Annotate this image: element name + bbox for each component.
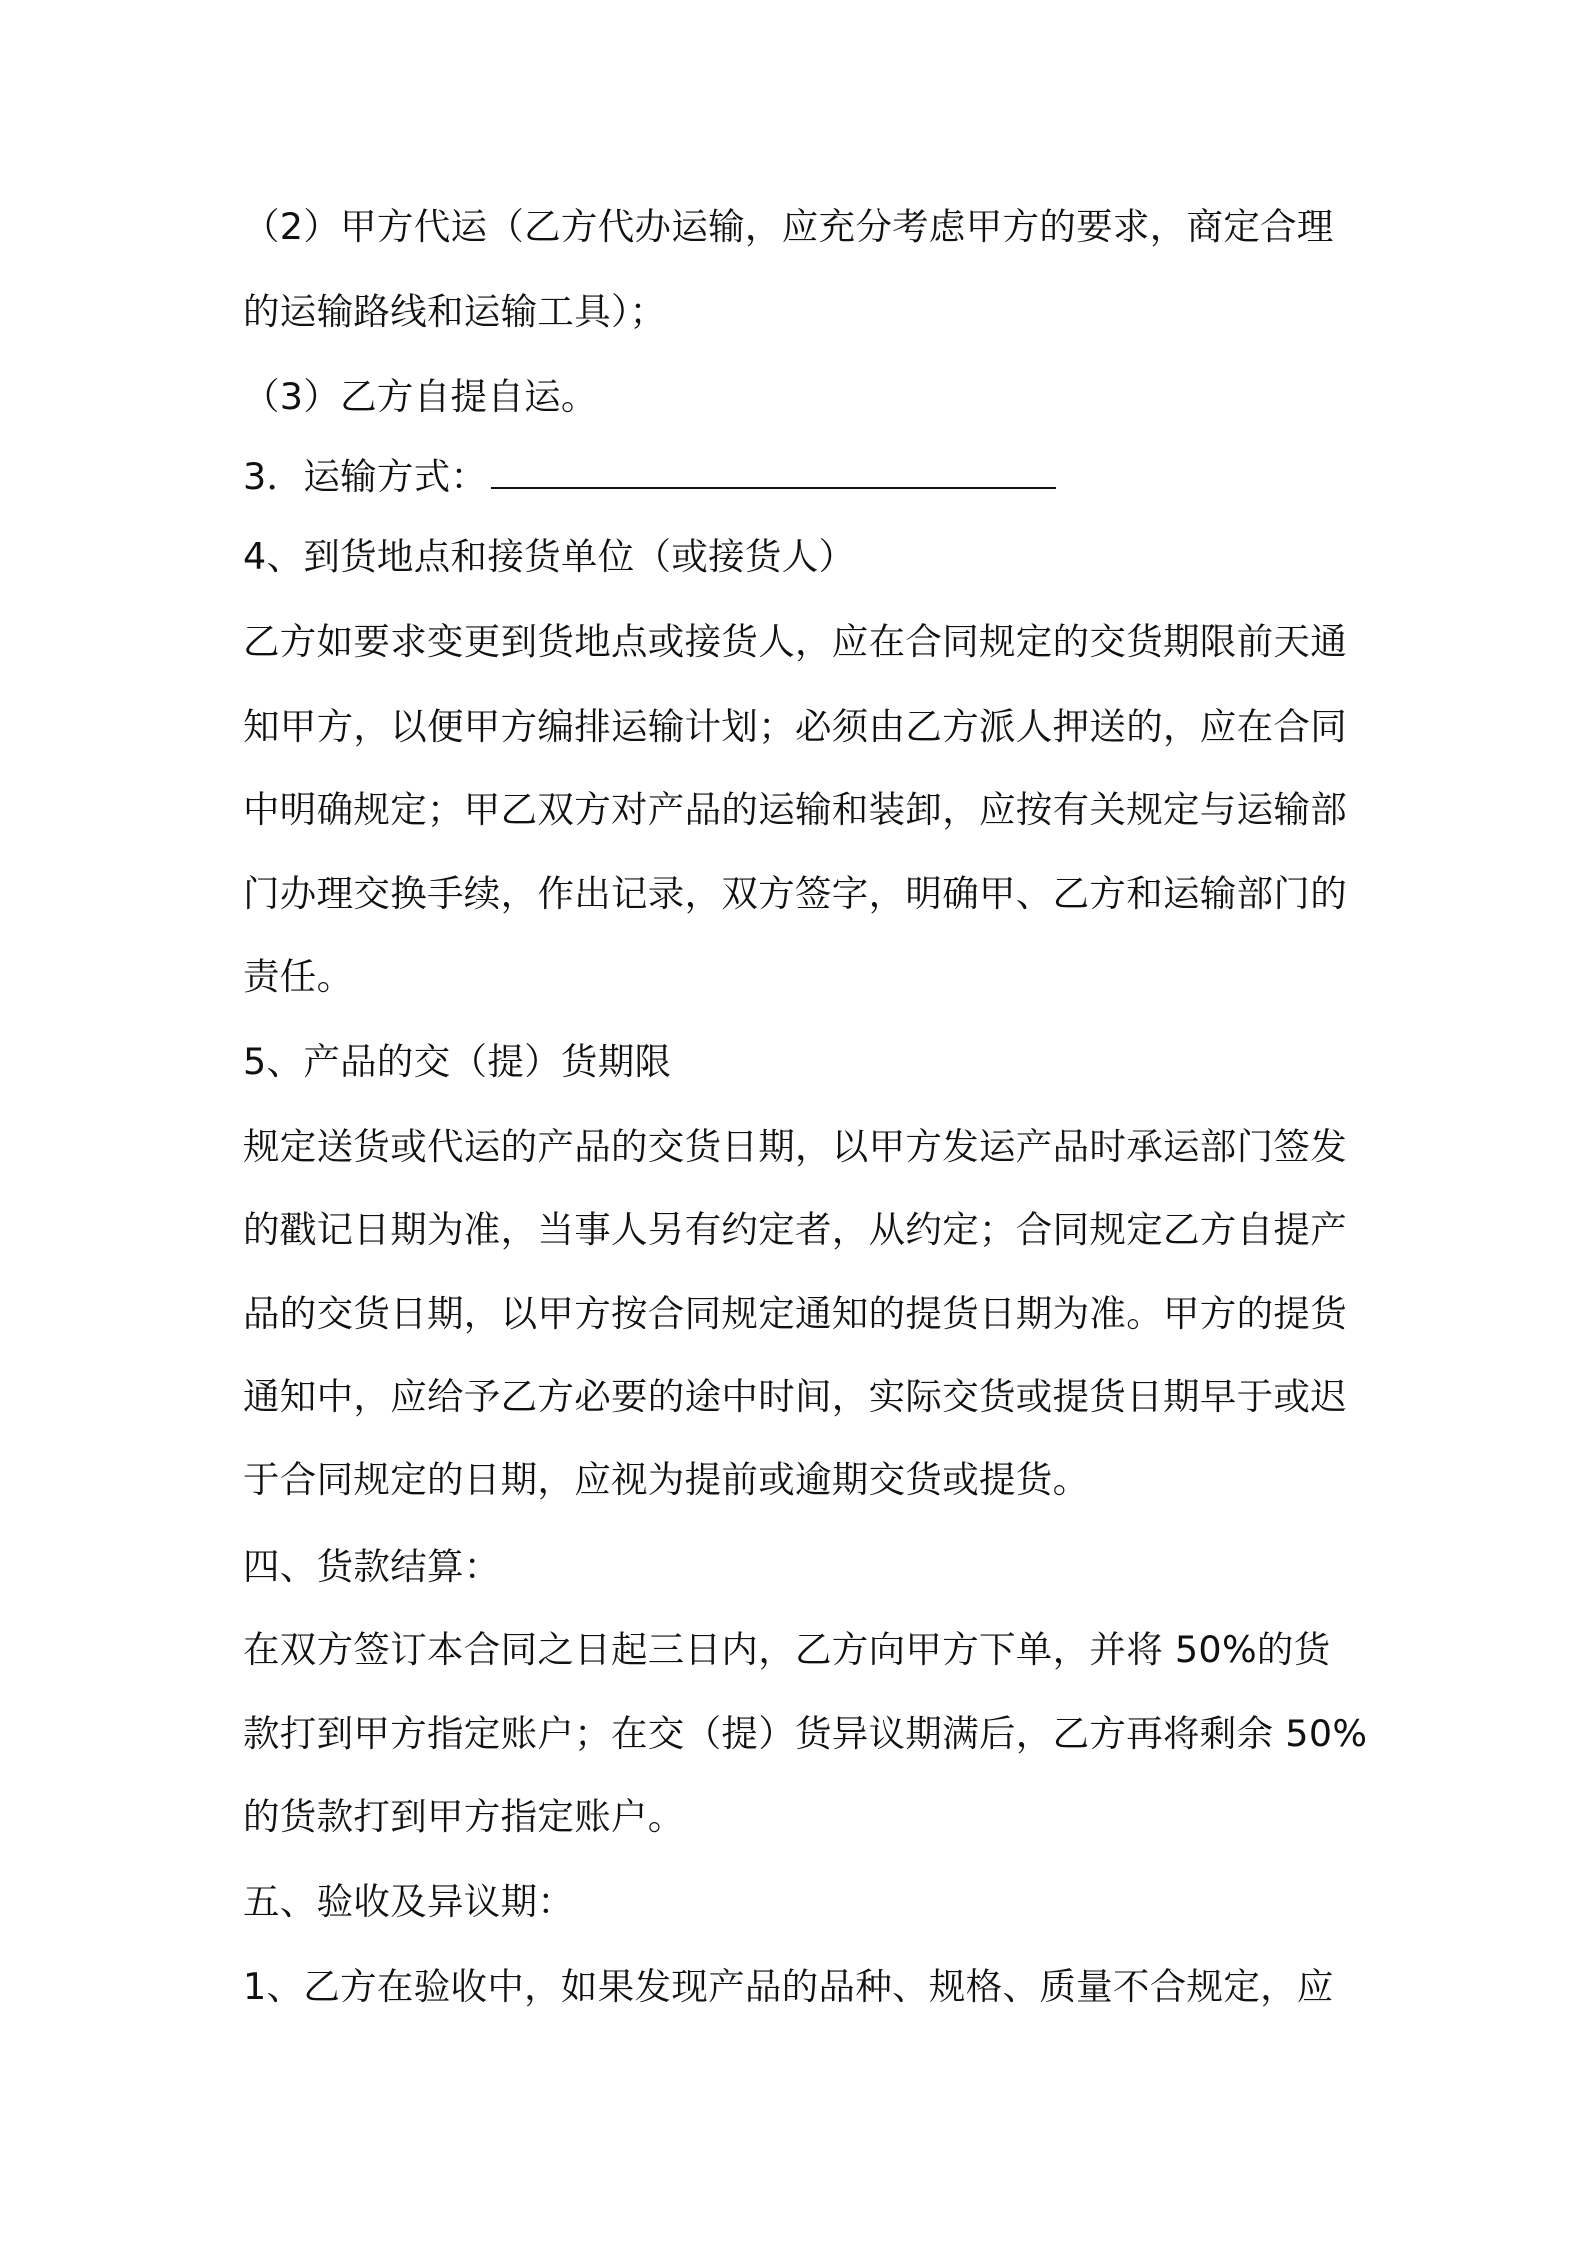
text-line: 的戳记日期为准，当事人另有约定者，从约定；合同规定乙方自提产 — [243, 1209, 1347, 1251]
text-line: 的运输路线和运输工具）； — [243, 291, 667, 333]
text-line: （2）甲方代运（乙方代办运输，应充分考虑甲方的要求，商定合理 — [243, 206, 1334, 248]
fill-in-blank — [491, 457, 1056, 489]
text-line: 中明确规定；甲乙双方对产品的运输和装卸，应按有关规定与运输部 — [243, 789, 1347, 831]
text-line: 乙方如要求变更到货地点或接货人，应在合同规定的交货期限前天通 — [243, 621, 1347, 663]
section-heading: 四、货款结算： — [243, 1546, 501, 1588]
section-heading: 五、验收及异议期： — [243, 1881, 575, 1923]
text-line: 于合同规定的日期，应视为提前或逾期交货或提货。 — [243, 1459, 1090, 1501]
transport-method-line — [243, 456, 1056, 498]
text-line: 品的交货日期，以甲方按合同规定通知的提货日期为准。甲方的提货 — [243, 1293, 1347, 1335]
text-line: 在双方签订本合同之日起三日内，乙方向甲方下单，并将 50%的货 — [243, 1629, 1331, 1671]
text-line: 款打到甲方指定账户；在交（提）货异议期满后，乙方再将剩余 50% — [243, 1713, 1368, 1755]
text-line: 1、乙方在验收中，如果发现产品的品种、规格、质量不合规定，应 — [243, 1966, 1334, 2008]
section-heading: 5、产品的交（提）货期限 — [243, 1041, 672, 1083]
text-line: （3）乙方自提自运。 — [243, 376, 598, 418]
text-line: 3．运输方式： — [243, 456, 488, 498]
text-line: 门办理交换手续，作出记录，双方签字，明确甲、乙方和运输部门的 — [243, 873, 1347, 915]
text-line: 规定送货或代运的产品的交货日期，以甲方发运产品时承运部门签发 — [243, 1126, 1347, 1168]
text-line: 责任。 — [243, 956, 354, 998]
section-heading: 4、到货地点和接货单位（或接货人） — [243, 536, 856, 578]
text-line: 的货款打到甲方指定账户。 — [243, 1796, 685, 1838]
text-line: 知甲方，以便甲方编排运输计划；必须由乙方派人押送的，应在合同 — [243, 706, 1347, 748]
text-line: 通知中，应给予乙方必要的途中时间，实际交货或提货日期早于或迟 — [243, 1376, 1347, 1418]
